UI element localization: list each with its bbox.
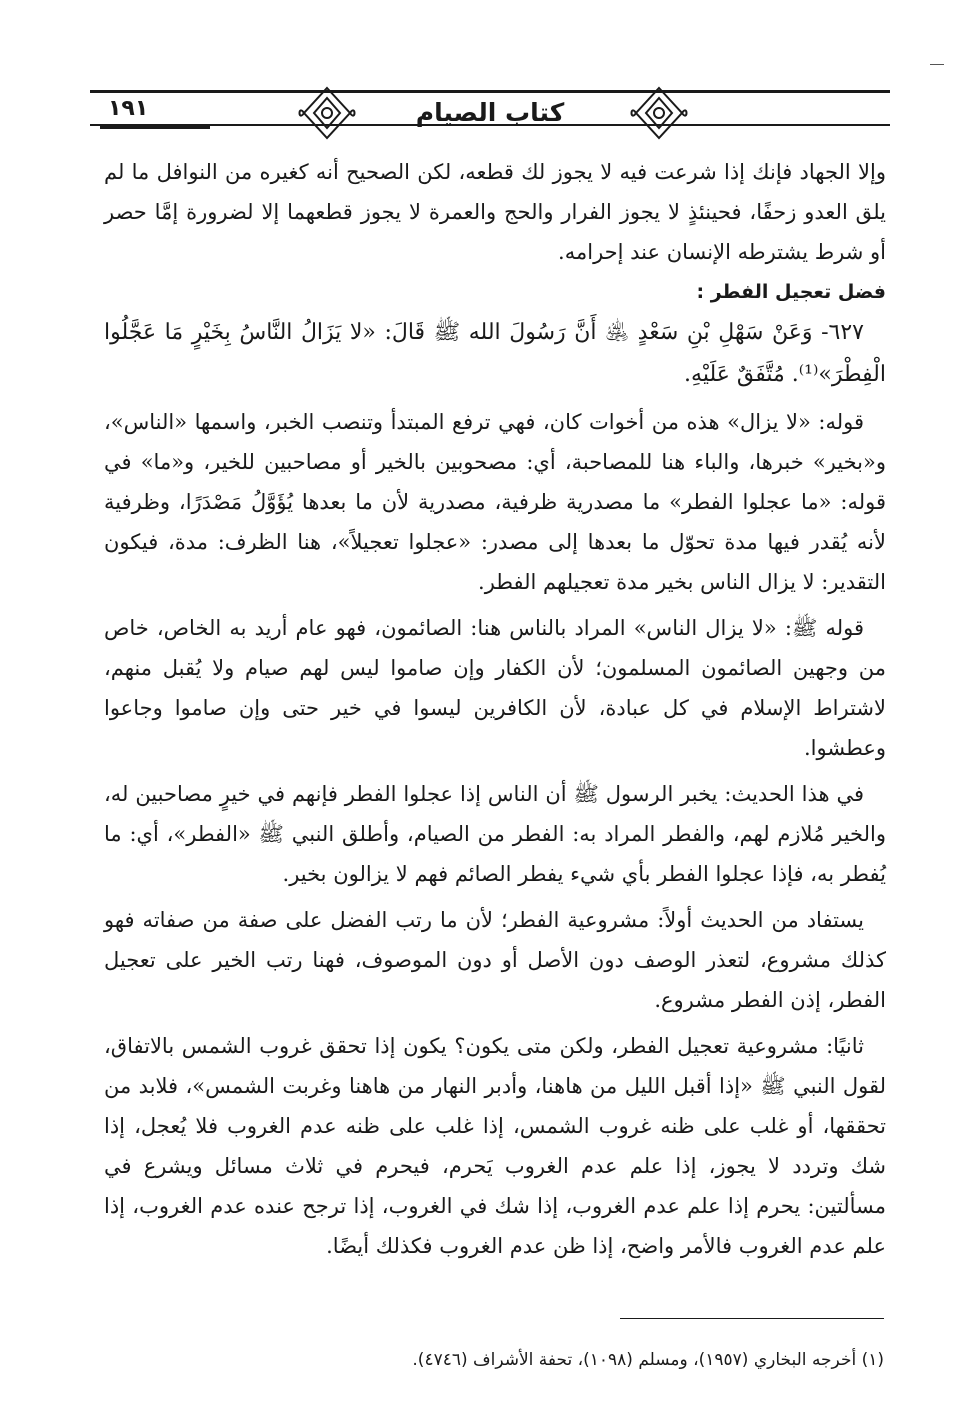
ornament-right-icon: [630, 84, 688, 142]
body-paragraph: في هذا الحديث: يخبر الرسول ﷺ أن الناس إذا عجلوا الفطر فإنهم في خيرٍ مصاحبين له، والخير مُلازم لهم، والفطر المراد به: الفطر من الصيام، وأطلق النبي ﷺ «الفطر»، أي: ما يُفطر به، فإذا عجلوا الفطر بأي شيء يفطر الصائم فهم لا يزالون بخير.: [104, 782, 886, 886]
footnote-rule: [620, 1318, 884, 1319]
footnote: (١) أخرجه البخاري (١٩٥٧)، ومسلم (١٠٩٨)، تحفة الأشراف (٤٧٤٦).: [412, 1350, 884, 1370]
body-paragraph: قوله: «لا يزال» هذه من أخوات كان، فهي ترفع المبتدأ وتنصب الخبر، واسمها «الناس»، و«بخير» خبرها، والباء هنا للمصاحبة، أي: مصحوبين بالخير أو مصاحبين للخير، و«ما» في قوله: «ما عجلوا الفطر» ما مصدرية ظرفية، مصدرية لأن ما بعدها يُؤَوَّلُ مَصْدَرًا، وظرفية لأنه يُقدر فيها مدة تحوّل ما بعدها إلى مصدر: «عجلوا تعجيلاً»، هنا الظرف: مدة، فيكون التقدير: لا يزال الناس بخير مدة تعجيلهم الفطر.: [104, 410, 886, 594]
chapter-title: كتاب الصيام: [415, 98, 565, 127]
page-number-underline: [100, 126, 210, 129]
intro-paragraph: وإلا الجهاد فإنك إذا شرعت فيه لا يجوز لك قطعه، لكن الصحيح أنه كغيره من النوافل ما لم يلق العدو زحفًا، فحينئذٍ لا يجوز الفرار والحج والعمرة لا يجوز قطعهما إلا لضرورة إمَّا حصر أو شرط يشترطه الإنسان عند إحرامه.: [104, 160, 886, 264]
page-number: ١٩١: [108, 96, 149, 121]
section-heading: فضل تعجيل الفطر :: [696, 281, 886, 303]
body-paragraph: ثانيًا: مشروعية تعجيل الفطر، ولكن متى يكون؟ يكون إذا تحقق غروب الشمس بالاتفاق، لقول النبي ﷺ «إذا أقبل الليل من هاهنا، وأدبر النهار من هاهنا وغربت الشمس»، فلابد من تحققها، أو غلب على ظنه غروب الشمس، إذا غلب على ظنه عدم الغروب فلا يُعجل، إذا شك وتردد لا يجوز، إذا علم عدم الغروب يَحرم، فيحرم في ثلاث مسائل ويشرع في مسألتين: يحرم إذا علم عدم الغروب، إذا شك في الغروب، إذا ترجح عنده عدم الغروب، إذا علم عدم الغروب فالأمر واضح، إذا ظن عدم الغروب فكذلك أيضًا.: [104, 1034, 886, 1258]
ornament-left-icon: [298, 84, 356, 142]
hadith-text: ٦٢٧- وَعَنْ سَهْلِ بْنِ سَعْدٍ ﵁ أَنَّ رَسُولَ الله ﷺ قَالَ: «لا يَزَالُ النَّاسُ بِخَيْرٍ مَا عَجَّلُوا الْفِطْرَ»⁽¹⁾. مُتَّفَقٌ عَلَيْهِ.: [104, 320, 886, 387]
body-paragraph: يستفاد من الحديث أولاً: مشروعية الفطر؛ لأن ما رتب الفضل على صفة من صفاته فهو كذلك مشروع، لتعذر الوصف دون الأصل أو دون الموصوف، فهنا رتب الخير على تعجيل الفطر، إذن الفطر مشروع.: [104, 908, 886, 1012]
corner-mark: [930, 64, 944, 65]
body-paragraph: قوله ﷺ: «لا يزال الناس» المراد بالناس هنا: الصائمون، فهو عام أريد به الخاص، خاص من وجهين الصائمون المسلمون؛ لأن الكفار وإن صاموا ليس لهم صيام ولا يُقبل منهم، لاشتراط الإسلام في كل عبادة، لأن الكافرين ليسوا في خير حتى وإن صاموا وجاعوا وعطشوا.: [104, 616, 886, 760]
page-header: [90, 90, 890, 150]
page-body: [104, 152, 886, 1266]
header-rule-top: [90, 90, 890, 93]
